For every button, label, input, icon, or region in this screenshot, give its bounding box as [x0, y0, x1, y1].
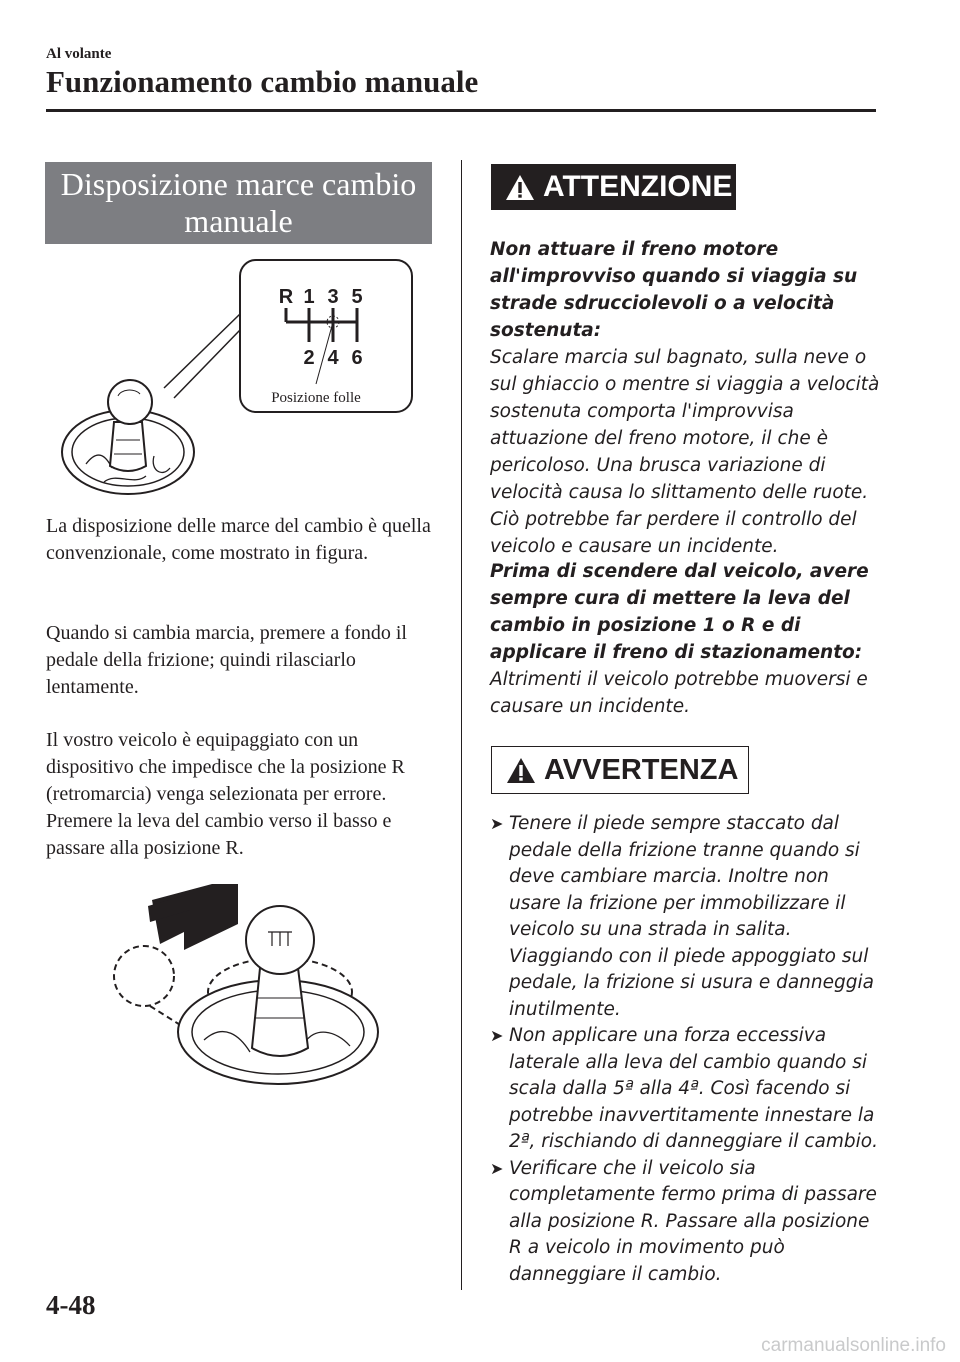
paragraph-gear-layout: La disposizione delle marce del cambio è quella convenzionale, come mostrato in figura. — [46, 515, 431, 564]
bullet-arrow-icon: ➤ — [490, 814, 504, 833]
gear-shift-pattern-figure — [46, 256, 426, 496]
neutral-position-label: Posizione folle — [271, 390, 361, 406]
gear-label-r: R — [278, 286, 294, 308]
warning-block-engine-brake — [490, 236, 890, 560]
warning-1-text: Scalare marcia sul bagnato, sulla neve o sul ghiaccio o mentre si viaggia a velocità sostenuta comporta l'improvvisa attuazione del freno motore, il che è pericoloso. Una brusca variazione di velocità causa lo slittamento delle ruote. Ciò potrebbe far perdere il controllo del veicolo e causare un incidente. — [490, 347, 880, 557]
warning-triangle-icon — [506, 757, 536, 784]
caution-list — [490, 811, 885, 1288]
avvertenza-badge — [491, 746, 749, 794]
section-label: Al volante — [46, 46, 112, 62]
bullet-arrow-icon: ➤ — [490, 1158, 504, 1178]
caution-text: Tenere il piede sempre staccato dal pedale della frizione tranne quando si deve cambiare marcia. Inoltre non usare la frizione per immobilizzare il veicolo su una strada in salita. Viaggiando con il piede appoggiato sul pedale, la frizione si usura e danneggia inutilmente. — [509, 813, 874, 1020]
caution-text: Verificare che il veicolo sia completamente fermo prima di passare alla posizione R. Passare alla posizione R a veicolo in movimento può danneggiare il cambio. — [509, 1157, 877, 1285]
column-divider — [461, 160, 462, 1290]
warning-2-text: Altrimenti il veicolo potrebbe muoversi e causare un incidente. — [490, 669, 868, 717]
list-item — [490, 811, 885, 1023]
paragraph-reverse-lockout: Il vostro veicolo è equipaggiato con un dispositivo che impedisce che la posizione R (retromarcia) venga selezionata per errore. Premere la leva del cambio verso il basso e passare alla posizione R. — [46, 729, 405, 859]
list-item — [490, 1023, 885, 1156]
warning-1-heading: Non attuare il freno motore all'improvviso quando si viaggia su strade sdrucciolevoli o a velocità sostenuta: — [490, 239, 858, 341]
paragraph-clutch: Quando si cambia marcia, premere a fondo il pedale della frizione; quindi rilasciarlo lentamente. — [46, 622, 407, 698]
warning-block-parking — [490, 558, 890, 720]
gear-label-5: 5 — [351, 286, 363, 308]
chapter-title: Funzionamento cambio manuale — [46, 64, 479, 99]
banner-line-2: manuale — [184, 203, 293, 239]
section-banner — [45, 162, 432, 244]
attenzione-label: ATTENZIONE — [543, 170, 733, 203]
warning-2-heading: Prima di scendere dal veicolo, avere sempre cura di mettere la leva del cambio in posizione 1 o R e di applicare il freno di stazionamento: — [490, 561, 869, 663]
watermark: carmanualsonline.info — [761, 1335, 946, 1356]
gear-label-6: 6 — [351, 347, 363, 369]
page-number: 4-48 — [46, 1290, 96, 1320]
callout-pointer-line — [164, 314, 240, 388]
header-rule — [46, 109, 876, 112]
reverse-shift-figure — [100, 880, 390, 1090]
gear-label-3: 3 — [327, 286, 339, 308]
list-item — [490, 1156, 885, 1289]
gear-label-4: 4 — [327, 347, 339, 369]
banner-line-1: Disposizione marce cambio — [60, 166, 417, 202]
warning-triangle-icon — [505, 174, 535, 201]
attenzione-badge — [491, 164, 736, 210]
gear-label-2: 2 — [303, 347, 315, 369]
caution-text: Non applicare una forza eccessiva laterale alla leva del cambio quando si scala dalla 5ª alla 4ª. Così facendo si potrebbe inavvertitamente innestare la 2ª, rischiando di danneggiare il cambio. — [509, 1025, 878, 1152]
callout-pointer-line — [174, 330, 240, 398]
gear-label-1: 1 — [303, 286, 315, 308]
avvertenza-label: AVVERTENZA — [544, 753, 739, 786]
bullet-arrow-icon: ➤ — [490, 1026, 504, 1045]
